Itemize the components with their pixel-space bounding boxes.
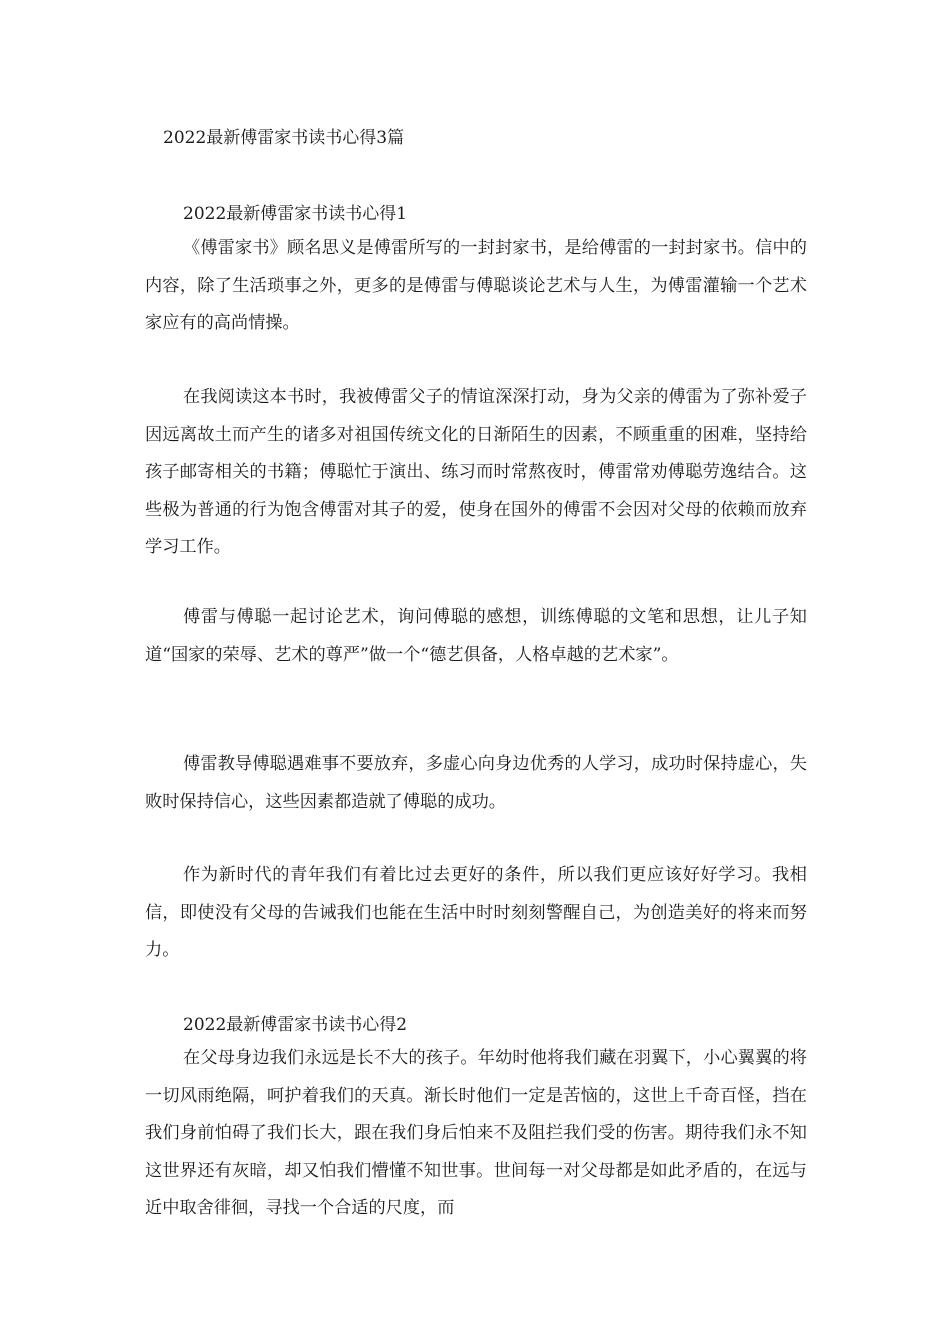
section-2-heading: 2022最新傅雷家书读书心得2 <box>183 1015 408 1035</box>
document-title: 2022最新傅雷家书读书心得3篇 <box>163 128 405 148</box>
section-2-paragraph-1: 在父母身边我们永远是长不大的孩子。年幼时他将我们藏在羽翼下，小心翼翼的将一切风雨绝隔，呵护着我们的天真。渐长时他们一定是苦恼的，这世上千奇百怪，挡在我们身前怕碍了我们长大，跟在我们身后怕来不及阻拦我们受的伤害。期待我们永不知这世界还有灰暗，却又怕我们懵懂不知世事。世间每一对父母都是如此矛盾的，在远与近中取舍徘徊，寻找一个合适的尺度，而 <box>145 1048 807 1218</box>
section-1-paragraph-2: 在我阅读这本书时，我被傅雷父子的情谊深深打动，身为父亲的傅雷为了弥补爱子因远离故土而产生的诸多对祖国传统文化的日渐陌生的因素，不顾重重的困难，坚持给孩子邮寄相关的书籍；傅聪忙于演出、练习而时常熬夜时，傅雷常劝傅聪劳逸结合。这些极为普通的行为饱含傅雷对其子的爱，使身在国外的傅雷不会因对父母的依赖而放弃学习工作。 <box>145 387 807 557</box>
section-1-paragraph-5: 作为新时代的青年我们有着比过去更好的条件，所以我们更应该好好学习。我相信，即使没有父母的告诫我们也能在生活中时时刻刻警醒自己，为创造美好的将来而努力。 <box>145 865 807 960</box>
section-1-paragraph-4: 傅雷教导傅聪遇难事不要放弃，多虚心向身边优秀的人学习，成功时保持虚心，失败时保持信心，这些因素都造就了傅聪的成功。 <box>145 754 807 812</box>
section-1-heading: 2022最新傅雷家书读书心得1 <box>183 204 408 224</box>
section-1-paragraph-3: 傅雷与傅聪一起讨论艺术，询问傅聪的感想，训练傅聪的文笔和思想，让儿子知道“国家的荣辱、艺术的尊严”做一个“德艺俱备，人格卓越的艺术家”。 <box>145 607 807 665</box>
section-1-paragraph-1: 《傅雷家书》顾名思义是傅雷所写的一封封家书，是给傅雷的一封封家书。信中的内容，除了生活琐事之外，更多的是傅雷与傅聪谈论艺术与人生，为傅雷灌输一个艺术家应有的高尚情操。 <box>145 238 807 333</box>
